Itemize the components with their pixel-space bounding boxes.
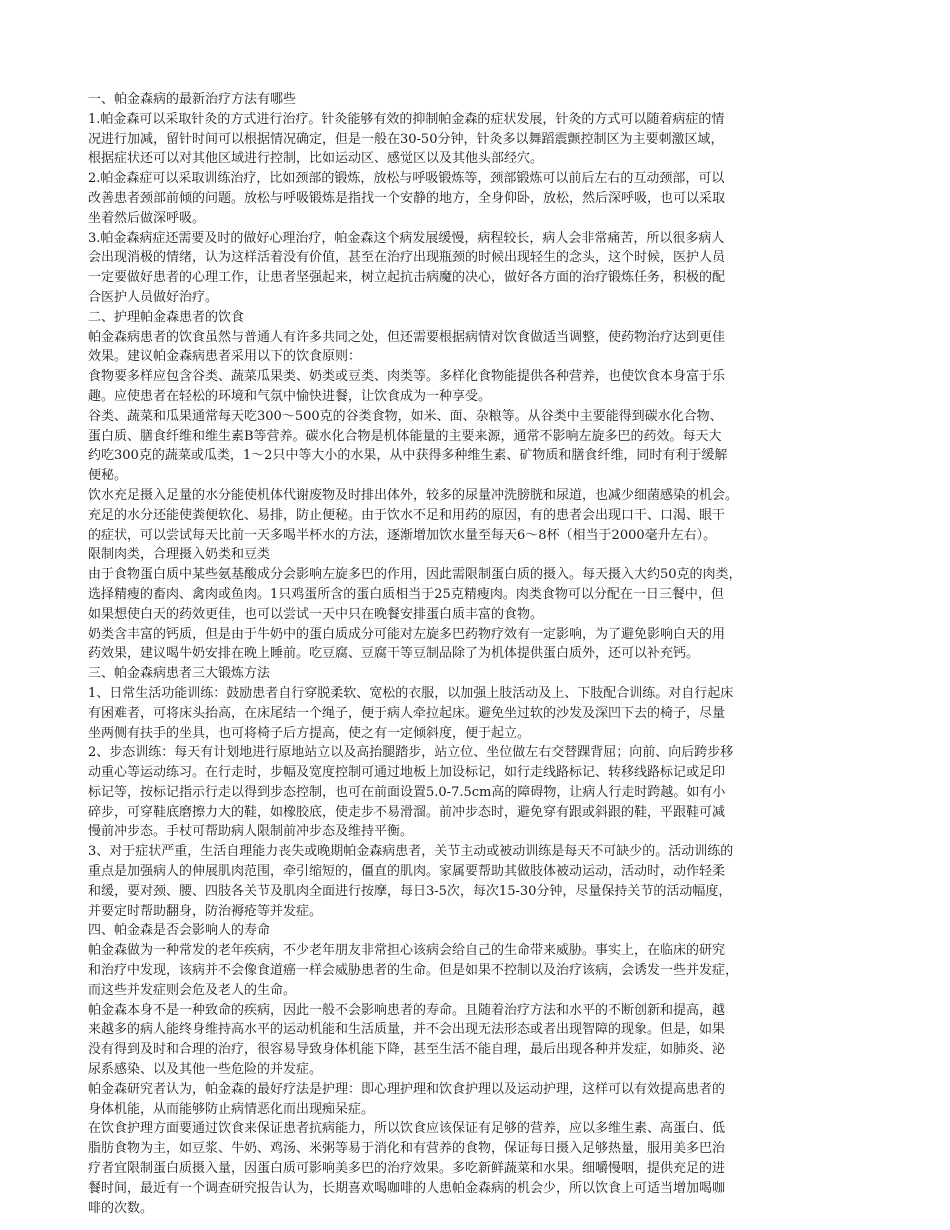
text-line: 疗者宜限制蛋白质摄入量，因蛋白质可影响美多巴的治疗效果。多吃新鲜蔬菜和水果。细嚼慢咽，提供充足的进 [88,1161,726,1177]
text-line: 重点是加强病人的伸展肌肉范围，牵引缩短的，僵直的肌肉。家属要帮助其做肢体被动运动，活动时，动作轻柔 [88,864,726,880]
text-line: 如果想使白天的药效更佳，也可以尝试一天中只在晚餐安排蛋白质丰富的食物。 [88,606,544,622]
text-line: 2、步态训练：每天有计划地进行原地站立以及高抬腿踏步，站立位、坐位做左右交替踝背屈；向前、向后跨步移 [88,745,734,761]
text-line: 约吃300克的蔬菜或瓜类，1～2只中等大小的水果，从中获得多种维生素、矿物质和膳食纤维，同时有利于缓解 [88,448,728,464]
text-line: 2.帕金森症可以采取训练治疗，比如颈部的锻炼，放松与呼吸锻炼等，颈部锻炼可以前后左右的互动颈部，可以 [88,171,725,187]
text-line: 帕金森本身不是一种致命的疾病，因此一般不会影响患者的寿命。且随着治疗方法和水平的不断创新和提高，越 [88,1002,726,1018]
text-line: 帕金森病患者的饮食虽然与普通人有许多共同之处，但还需要根据病情对饮食做适当调整，使药物治疗达到更佳 [88,329,726,345]
text-line: 一定要做好患者的心理工作，让患者坚强起来，树立起抗击病魔的决心，做好各方面的治疗锻炼任务，积极的配 [88,270,726,286]
text-line: 选择精瘦的畜肉、禽肉或鱼肉。1只鸡蛋所含的蛋白质相当于25克精瘦肉。肉类食物可以分配在一日三餐中，但 [88,586,724,602]
text-line: 效果。建议帕金森病患者采用以下的饮食原则： [88,349,362,365]
text-line: 合医护人员做好治疗。 [88,289,219,305]
text-line: 帕金森做为一种常发的老年疾病，不少老年朋友非常担心该病会给自己的生命带来威胁。事实上，在临床的研究 [88,943,726,959]
text-line: 1.帕金森可以采取针灸的方式进行治疗。针灸能够有效的抑制帕金森的症状发展，针灸的方式可以随着病症的情 [88,111,725,127]
text-line: 坐两侧有扶手的坐具，也可将椅子后方提高，使之有一定倾斜度，便于起立。 [88,725,531,741]
text-line: 限制肉类，合理摄入奶类和豆类 [88,547,271,563]
text-line: 和缓，要对颈、腰、四肢各关节及肌肉全面进行按摩，每日3-5次，每次15-30分钟，尽量保持关节的活动幅度， [88,883,732,899]
text-line: 和治疗中发现，该病并不会像食道癌一样会威胁患者的生命。但是如果不控制以及治疗该病，会诱发一些并发症， [88,963,739,979]
text-line: 奶类含丰富的钙质，但是由于牛奶中的蛋白质成分可能对左旋多巴药物疗效有一定影响，为了避免影响白天的用 [88,626,726,642]
text-line: 标记等，按标记指示行走以得到步态控制，也可在前面设置5.0-7.5cm高的障碍物，让病人行走时跨越。如有小 [88,784,726,800]
text-line: 便秘。 [88,468,128,484]
text-line: 慢前冲步态。手杖可帮助病人限制前冲步态及维持平衡。 [88,824,414,840]
text-line: 坐着然后做深呼吸。 [88,210,206,226]
text-line: 动重心等运动练习。在行走时，步幅及宽度控制可通过地板上加设标记，如行走线路标记、转移线路标记或足印 [88,765,726,781]
text-line: 食物要多样应包含谷类、蔬菜瓜果类、奶类或豆类、肉类等。多样化食物能提供各种营养，也使饮食本身富于乐 [88,369,726,385]
text-line: 二、护理帕金森患者的饮食 [88,309,245,325]
text-line: 3、对于症状严重，生活自理能力丧失或晚期帕金森病患者，关节主动或被动训练是每天不可缺少的。活动训练的 [88,844,734,860]
text-line: 身体机能，从而能够防止病情恶化而出现痴呆症。 [88,1101,375,1117]
text-line: 会出现消极的情绪，认为这样活着没有价值，甚至在治疗出现瓶颈的时候出现轻生的念头，这个时候，医护人员 [88,250,726,266]
text-line: 并要定时帮助翻身，防治褥疮等并发症。 [88,903,323,919]
text-line: 的症状，可以尝试每天比前一天多喝半杯水的方法，逐渐增加饮水量至每天6～8杯（相当于2000毫升左右）。 [88,527,717,543]
text-line: 碎步，可穿鞋底磨擦力大的鞋，如橡胶底，使走步不易滑溜。前冲步态时，避免穿有跟或斜跟的鞋，平跟鞋可减 [88,804,726,820]
text-line: 改善患者颈部前倾的问题。放松与呼吸锻炼是指找一个安静的地方，全身仰卧，放松，然后深呼吸，也可以采取 [88,190,726,206]
text-line: 餐时间，最近有一个调查研究报告认为，长期喜欢喝咖啡的人患帕金森病的机会少，所以饮食上可适当增加喝咖 [88,1180,726,1196]
text-line: 没有得到及时和合理的治疗，很容易导致身体机能下降，甚至生活不能自理，最后出现各种并发症，如肺炎、泌 [88,1042,726,1058]
text-line: 况进行加减，留针时间可以根据情况确定，但是一般在30-50分钟，针灸多以舞蹈震颤控制区为主要刺激区域， [88,131,724,147]
text-line: 3.帕金森病症还需要及时的做好心理治疗，帕金森这个病发展缓慢，病程较长，病人会非常痛苦，所以很多病人 [88,230,725,246]
text-line: 根据症状还可以对其他区域进行控制，比如运动区、感觉区以及其他头部经穴。 [88,151,544,167]
text-line: 在饮食护理方面要通过饮食来保证患者抗病能力，所以饮食应该保证有足够的营养，应以多维生素、高蛋白、低 [88,1121,726,1137]
text-line: 而这些并发症则会危及老人的生命。 [88,982,297,998]
text-line: 有困难者，可将床头抬高，在床尾结一个绳子，便于病人牵拉起床。避免坐过软的沙发及深凹下去的椅子，尽量 [88,705,726,721]
document-body [88,90,862,1218]
text-line: 饮水充足摄入足量的水分能使机体代谢废物及时排出体外，较多的尿量冲洗膀胱和尿道，也减少细菌感染的机会。 [88,487,739,503]
text-line: 由于食物蛋白质中某些氨基酸成分会影响左旋多巴的作用，因此需限制蛋白质的摄入。每天摄入大约50克的肉类， [88,567,742,583]
text-line: 三、帕金森病患者三大锻炼方法 [88,666,271,682]
text-line: 趣。应使患者在轻松的环境和气氛中愉快进餐，让饮食成为一种享受。 [88,388,492,404]
text-line: 充足的水分还能使粪便软化、易排，防止便秘。由于饮水不足和用药的原因，有的患者会出现口干、口渴、眼干 [88,507,726,523]
text-line: 帕金森研究者认为，帕金森的最好疗法是护理：即心理护理和饮食护理以及运动护理，这样可以有效提高患者的 [88,1081,726,1097]
text-line: 来越多的病人能终身维持高水平的运动机能和生活质量，并不会出现无法形态或者出现智障的现象。但是，如果 [88,1022,726,1038]
text-line: 尿系感染、以及其他一些危险的并发症。 [88,1062,323,1078]
text-line: 1、日常生活功能训练：鼓励患者自行穿脱柔软、宽松的衣服，以加强上肢活动及上、下肢配合训练。对自行起床 [88,685,734,701]
text-line: 一、帕金森病的最新治疗方法有哪些 [88,92,297,107]
text-line: 脂肪食物为主，如豆浆、牛奶、鸡汤、米粥等易于消化和有营养的食物，保证每日摄入足够热量，服用美多巴治 [88,1141,726,1157]
text-line: 蛋白质、膳食纤维和维生素B等营养。碳水化合物是机体能量的主要来源，通常不影响左旋多巴的药效。每天大 [88,428,722,444]
text-line: 四、帕金森是否会影响人的寿命 [88,923,271,939]
text-line: 谷类、蔬菜和瓜果通常每天吃300～500克的谷类食物，如米、面、杂粮等。从谷类中主要能得到碳水化合物、 [88,408,723,424]
text-line: 啡的次数。 [88,1200,154,1216]
text-line: 药效果，建议喝牛奶安排在晚上睡前。吃豆腐、豆腐干等豆制品除了为机体提供蛋白质外，还可以补充钙。 [88,646,700,662]
